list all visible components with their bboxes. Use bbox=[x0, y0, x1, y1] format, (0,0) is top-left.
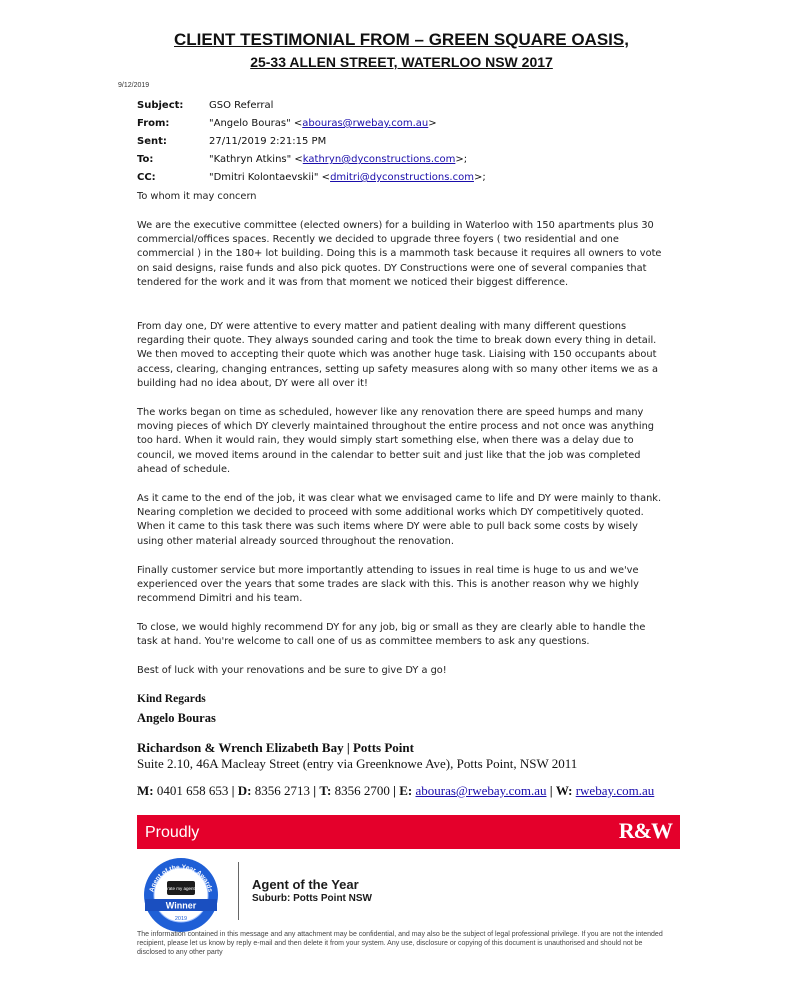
paragraph-4: As it came to the end of the job, it was clear what we envisaged came to life and DY were mainly to thank. Nearing completion we decided to proceed with some additional works which DY competitively quoted. When it came to this task there was such items where DY were able to pull back some costs by wisely using other material already sourced throughout the renovation. bbox=[137, 493, 662, 547]
testimonial-address: 25-33 ALLEN STREET, WATERLOO NSW 2017 bbox=[250, 54, 553, 70]
company-name: Richardson & Wrench Elizabeth Bay | Potts Point bbox=[137, 740, 414, 755]
direct-label: D: bbox=[237, 783, 252, 798]
paragraph-7: Best of luck with your renovations and be sure to give DY a go! bbox=[137, 665, 447, 676]
badge-year-text: 2019 bbox=[174, 916, 188, 922]
to-name: "Kathryn Atkins" < bbox=[209, 154, 303, 165]
direct-number: 8356 2713 bbox=[254, 783, 310, 798]
separator: | bbox=[393, 783, 396, 798]
subject-label: Subject: bbox=[137, 100, 184, 111]
website-link[interactable]: rwebay.com.au bbox=[575, 783, 655, 798]
separator: | bbox=[313, 783, 317, 798]
tel-number: 8356 2700 bbox=[334, 783, 390, 798]
from-label: From: bbox=[137, 118, 170, 129]
signature-email-link[interactable]: abouras@rwebay.com.au bbox=[415, 783, 547, 798]
contact-line bbox=[137, 783, 654, 799]
cc-name: "Dmitri Kolontaevskii" < bbox=[209, 172, 331, 183]
award-title: Agent of the Year bbox=[252, 877, 359, 892]
web-label: W: bbox=[555, 783, 573, 798]
paragraph-1: We are the executive committee (elected owners) for a building in Waterloo with 150 apartments plus 30 commercial/offices spaces. Recently we decided to upgrade three foyers ( two residential and one commercial ) in the 180+ lot building. Doing this is a mammoth task because it requires all owners to vote on said designs, raise funds and also pick quotes. DY Constructions were one of several companies that tendered for the work and it was from that moment we noticed their biggest difference. bbox=[137, 220, 662, 288]
print-date: 9/12/2019 bbox=[118, 82, 150, 89]
rw-banner bbox=[137, 815, 680, 849]
from-name: "Angelo Bouras" < bbox=[209, 118, 303, 129]
email-label: E: bbox=[399, 783, 413, 798]
to-value bbox=[209, 154, 467, 165]
badge-logo-text: rate my agent bbox=[167, 886, 195, 891]
cc-label: CC: bbox=[137, 172, 156, 183]
badge-winner-text: Winner bbox=[165, 900, 197, 911]
company-address: Suite 2.10, 46A Macleay Street (entry via Greenknowe Ave), Potts Point, NSW 2011 bbox=[137, 756, 578, 771]
legal-disclaimer: The information contained in this message and any attachment may be confidential, and may also be the subject of legal professional privilege. If you are not the intended recipient, please let us know by reply e-mail and then delete it from your system. Any use, disclosure or copying of this document is unauthorised and should not be disclosed to any other party bbox=[137, 931, 663, 956]
mobile-label: M: bbox=[137, 783, 154, 798]
paragraph-2: From day one, DY were attentive to every matter and patient dealing with many different questions regarding their quote. They always sounded caring and took the time to break down every thing in detail. We then moved to accepting their quote which was another huge task. Liaising with 150 occupants about access, clearing, changing entrances, setting up safety measures along with so many other items we as a building had no idea about, DY were all over it! bbox=[137, 321, 659, 389]
award-suburb: Suburb: Potts Point NSW bbox=[252, 893, 372, 904]
tel-label: T: bbox=[319, 783, 332, 798]
paragraph-6: To close, we would highly recommend DY for any job, big or small as they are clearly able to handle the task at hand. You're welcome to call one of us as committee members to ask any questions. bbox=[137, 622, 646, 648]
award-badge-icon bbox=[143, 857, 219, 933]
testimonial-title: CLIENT TESTIMONIAL FROM – GREEN SQUARE OASIS, bbox=[174, 30, 629, 49]
separator: | bbox=[549, 783, 553, 798]
separator: | bbox=[231, 783, 235, 798]
cc-close: >; bbox=[473, 172, 486, 183]
banner-proudly-text: Proudly bbox=[145, 824, 200, 841]
to-label: To: bbox=[137, 154, 154, 165]
kind-regards: Kind Regards bbox=[137, 693, 206, 705]
sender-name: Angelo Bouras bbox=[137, 711, 216, 725]
greeting: To whom it may concern bbox=[137, 191, 257, 202]
from-value bbox=[209, 118, 437, 129]
paragraph-3: The works began on time as scheduled, however like any renovation there are speed humps and many moving pieces of which DY cleverly maintained throughout the entire process and not once was anything too hard. When it would rain, they would simply start something else, when there was a delay due to council, we moved items around in the calendar to better suit and just like that the job was completed ahead of schedule. bbox=[137, 407, 654, 475]
rw-logo: R&W bbox=[618, 818, 672, 843]
sent-value: 27/11/2019 2:21:15 PM bbox=[209, 136, 327, 147]
to-close: >; bbox=[455, 154, 468, 165]
paragraph-5: Finally customer service but more importantly attending to issues in real time is huge to us and we've experienced over the years that some trades are slack with this. This is another reason why we highly recommend Dimitri and his team. bbox=[137, 565, 639, 605]
sent-label: Sent: bbox=[137, 136, 167, 147]
badge-arc-textpath: Agent of the Year Awards bbox=[148, 863, 214, 893]
cc-value bbox=[209, 172, 486, 183]
cc-email-link[interactable]: dmitri@dyconstructions.com bbox=[330, 172, 474, 183]
award-divider bbox=[238, 862, 239, 920]
from-close: > bbox=[428, 118, 437, 129]
to-email-link[interactable]: kathryn@dyconstructions.com bbox=[302, 154, 456, 165]
subject-value: GSO Referral bbox=[209, 100, 274, 111]
mobile-number: 0401 658 653 bbox=[156, 783, 229, 798]
from-email-link[interactable]: abouras@rwebay.com.au bbox=[302, 118, 429, 129]
